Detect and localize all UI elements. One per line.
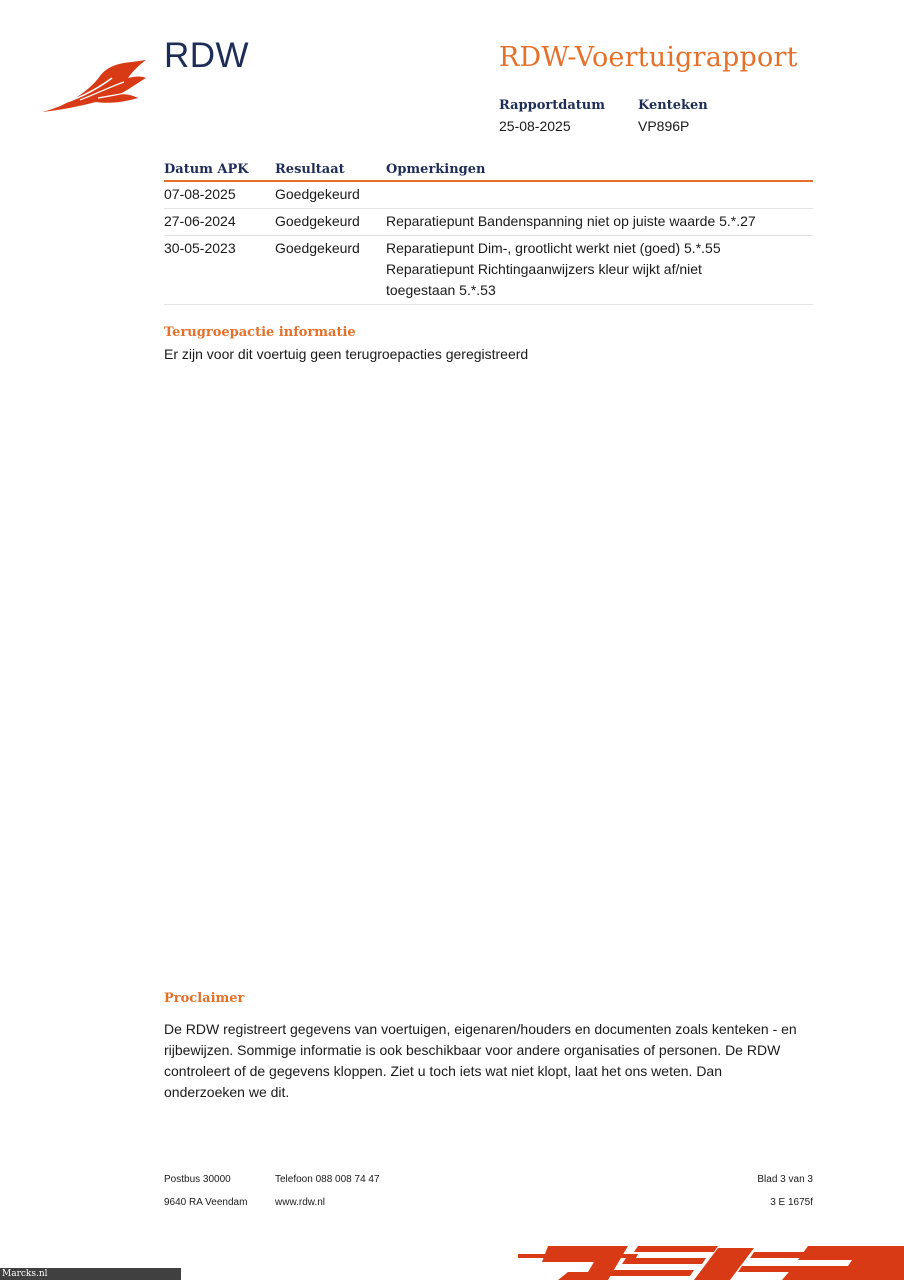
table-row xyxy=(164,209,813,236)
table-row xyxy=(164,236,813,305)
column-header: Opmerkingen xyxy=(386,158,813,181)
footer-page-number: Blad 3 van 3 xyxy=(757,1174,813,1185)
recall-text: Er zijn voor dit voertuig geen terugroepacties geregistreerd xyxy=(164,346,529,362)
apk-result: Goedgekeurd xyxy=(275,236,386,305)
footer-postcode: 9640 RA Veendam xyxy=(164,1197,248,1208)
remark-line: Reparatiepunt Bandenspanning niet op juiste waarde 5.*.27 xyxy=(386,213,756,229)
rdw-feather-logo-icon xyxy=(40,56,148,116)
proclaimer-text: De RDW registreert gegevens van voertuigen, eigenaren/houders en documenten zoals kenteken - en rijbewijzen. Sommige informatie is ook beschikbaar voor andere organisaties of personen. De RDW controleert of de gegevens kloppen. Ziet u toch iets wat niet klopt, laat het ons weten. Dan onderzoeken we dit. xyxy=(164,1021,797,1100)
column-header: Resultaat xyxy=(275,158,386,181)
footer-phone: Telefoon 088 008 74 47 xyxy=(275,1174,380,1185)
apk-result: Goedgekeurd xyxy=(275,209,386,236)
site-badge xyxy=(0,1268,181,1280)
report-date-label: Rapportdatum xyxy=(499,98,605,113)
table-row xyxy=(164,181,813,209)
apk-remarks xyxy=(386,209,813,236)
report-date-value: 25-08-2025 xyxy=(499,118,571,134)
remark-line: Reparatiepunt Richtingaanwijzers kleur wijkt af/niet toegestaan 5.*.53 xyxy=(386,261,702,298)
plate-label: Kenteken xyxy=(638,98,708,113)
apk-date: 30-05-2023 xyxy=(164,236,275,305)
logo-text: RDW xyxy=(164,36,250,75)
remark-line: Reparatiepunt Dim-, grootlicht werkt niet (goed) 5.*.55 xyxy=(386,240,721,256)
apk-table xyxy=(164,158,813,305)
column-header: Datum APK xyxy=(164,158,275,181)
apk-date: 27-06-2024 xyxy=(164,209,275,236)
recall-title: Terugroepactie informatie xyxy=(164,325,356,340)
apk-result: Goedgekeurd xyxy=(275,181,386,209)
rdw-stripes-decoration-icon xyxy=(518,1242,904,1280)
footer-postbus: Postbus 30000 xyxy=(164,1174,231,1185)
proclaimer-title: Proclaimer xyxy=(164,991,245,1006)
site-badge-text: Marcks.nl xyxy=(2,1269,48,1279)
report-title: RDW-Voertuigrapport xyxy=(499,42,798,73)
footer-website[interactable]: www.rdw.nl xyxy=(275,1197,326,1208)
apk-date: 07-08-2025 xyxy=(164,181,275,209)
plate-value: VP896P xyxy=(638,118,690,134)
table-header-row xyxy=(164,158,813,181)
apk-remarks xyxy=(386,236,813,305)
footer-document-code: 3 E 1675f xyxy=(770,1197,813,1208)
apk-remarks xyxy=(386,181,813,209)
